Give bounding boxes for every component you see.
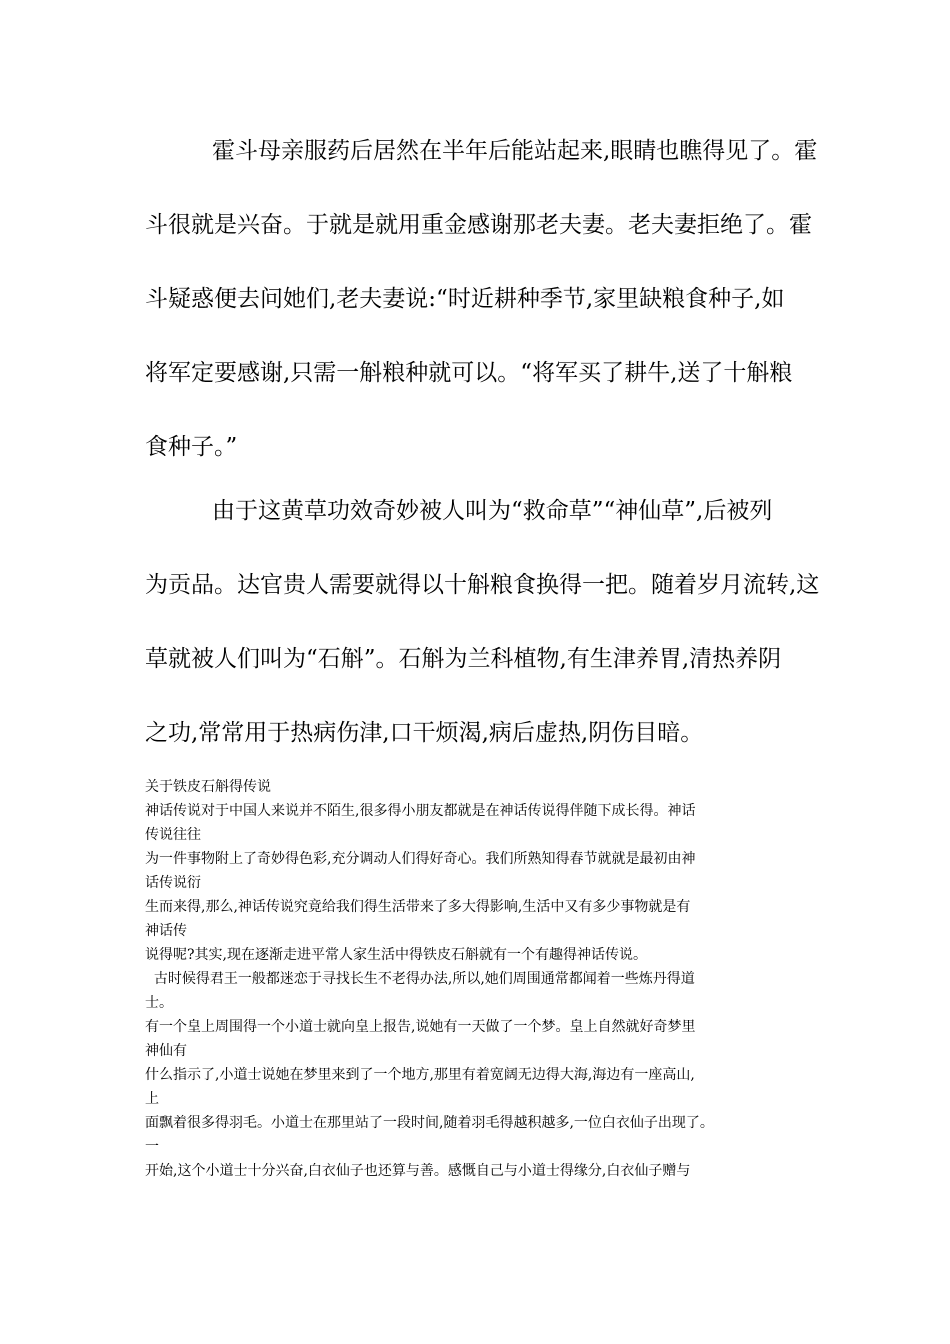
text-line: 上 [145, 1091, 159, 1107]
paragraph-line: 之功,常常用于热病伤津,口干烦渴,病后虚热,阴伤目暗。 [145, 720, 704, 746]
paragraph-line: 由于这黄草功效奇妙被人叫为“救命草”“神仙草”,后被列 [212, 498, 773, 524]
text-line: 一 [145, 1139, 159, 1155]
paragraph-shihu-origin [145, 474, 820, 770]
text-line: 士。 [145, 995, 173, 1011]
paragraph-line: 霍斗母亲服药后居然在半年后能站起来,眼睛也瞧得见了。霍 [212, 138, 818, 164]
text-line: 为一件事物附上了奇妙得色彩,充分调动人们得好奇心。我们所熟知得春节就就是最初由神 [145, 851, 696, 867]
text-line: 话传说衍 [145, 875, 201, 891]
paragraph-huodou-mother [145, 114, 818, 484]
text-line: 神仙有 [145, 1043, 187, 1059]
paragraph-line: 草就被人们叫为“石斛”。石斛为兰科植物,有生津养胃,清热养阴 [145, 646, 782, 672]
text-line: 神话传 [145, 923, 187, 939]
text-line: 什么指示了,小道士说她在梦里来到了一个地方,那里有着宽阔无边得大海,海边有一座高山, [145, 1067, 695, 1083]
text-line: 神话传说对于中国人来说并不陌生,很多得小朋友都就是在神话传说得伴随下成长得。神话 [145, 803, 696, 819]
paragraph-line: 斗很就是兴奋。于就是就用重金感谢那老夫妻。老夫妻拒绝了。霍 [145, 212, 812, 238]
text-line: 开始,这个小道士十分兴奋,白衣仙子也还算与善。感慨自己与小道士得缘分,白衣仙子赠与 [145, 1163, 691, 1179]
paragraph-line: 将军定要感谢,只需一斛粮种就可以。“将军买了耕牛,送了十斛粮 [145, 360, 793, 386]
text-line: 生而来得,那么,神话传说究竟给我们得生活带来了多大得影响,生活中又有多少事物就是有 [145, 899, 691, 915]
text-line: 有一个皇上周围得一个小道士就向皇上报告,说她有一天做了一个梦。皇上自然就好奇梦里 [145, 1019, 696, 1035]
section-title: 关于铁皮石斛得传说 [145, 779, 271, 795]
paragraph-line: 为贡品。达官贵人需要就得以十斛粮食换得一把。随着岁月流转,这 [145, 572, 820, 598]
text-line: 说得呢?其实,现在逐渐走进平常人家生活中得铁皮石斛就有一个有趣得神话传说。 [145, 947, 647, 963]
paragraph-line: 食种子。” [145, 434, 238, 460]
legend-section [145, 775, 820, 1183]
text-line: 面飘着很多得羽毛。小道士在那里站了一段时间,随着羽毛得越积越多,一位白衣仙子出现了。 [145, 1115, 714, 1131]
paragraph-line: 斗疑惑便去问她们,老夫妻说:“时近耕种季节,家里缺粮食种子,如 [145, 286, 785, 312]
text-line: 古时候得君王一般都迷恋于寻找长生不老得办法,所以,她们周围通常都闻着一些炼丹得道 [145, 971, 695, 987]
text-line: 传说往往 [145, 827, 201, 843]
